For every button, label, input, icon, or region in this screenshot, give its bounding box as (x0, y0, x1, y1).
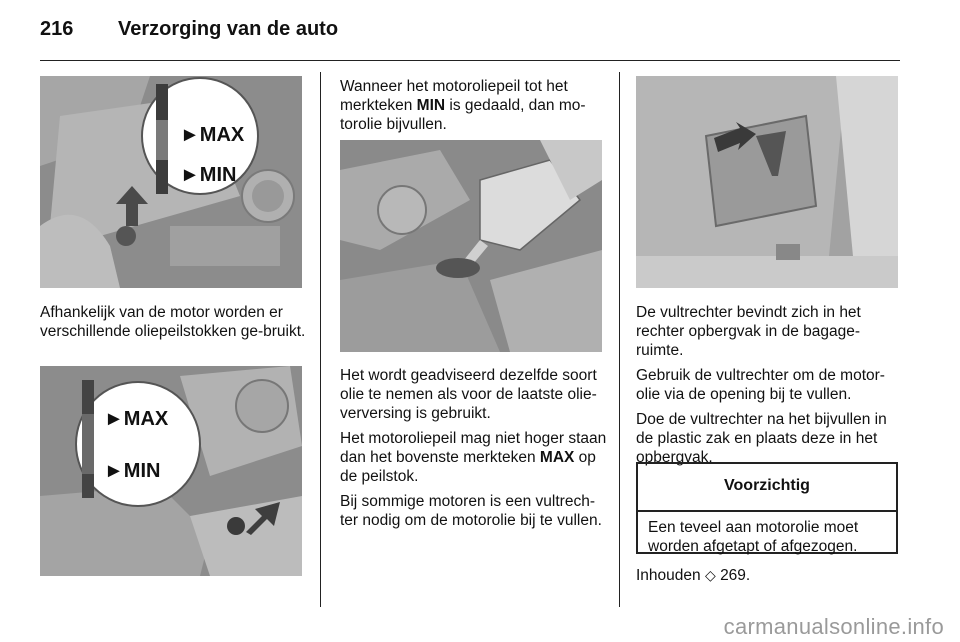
min-marker-icon: ► (180, 164, 200, 186)
dipstick-illustration-1 (40, 76, 302, 288)
arrow-right-icon: ◇ (704, 567, 716, 583)
header-rule (40, 60, 900, 61)
min-marker-icon: ► (104, 460, 124, 482)
caution-box (636, 462, 898, 554)
column-divider (619, 72, 620, 607)
capacities-reference[interactable] (636, 566, 904, 585)
max-label: MAX (123, 408, 169, 430)
oil-refill-intro: Wanneer het motoroliepeil tot het merkteken MIN is gedaald, dan mo-torolie bijvullen. (340, 78, 586, 133)
max-label: MAX (199, 124, 245, 146)
funnel-storage-paragraph: Doe de vultrechter na het bijvullen in de plastic zak en plaats deze in het opbergvak. (636, 411, 887, 466)
page-number: 216 (40, 18, 74, 40)
engine-dipstick-paragraph: Afhankelijk van de motor worden er verschillende oliepeilstokken ge-bruikt. (40, 304, 306, 340)
column-3-body (636, 303, 904, 473)
column-2-body (340, 366, 608, 536)
max-level-paragraph: Het motoroliepeil mag niet hoger staan dan het bovenste merkteken MAX op de peilstok. (340, 430, 607, 485)
page-title: Verzorging van de auto (118, 18, 339, 40)
min-label: MIN (123, 460, 161, 482)
caution-title: Voorzichtig (638, 464, 896, 512)
reference-label: Inhouden (636, 567, 701, 584)
oil-filling-illustration (340, 140, 602, 352)
reference-page: 269. (720, 567, 751, 584)
funnel-location-paragraph: De vultrechter bevindt zich in het rechter opbergvak in de bagage-ruimte. (636, 304, 861, 359)
watermark: carmanualsonline.info (723, 614, 944, 639)
column-divider (320, 72, 321, 607)
dipstick-illustration-2 (40, 366, 302, 576)
funnel-storage-illustration (636, 76, 898, 288)
min-label: MIN (199, 164, 237, 186)
funnel-use-paragraph: Gebruik de vultrechter om de motor-olie via de opening bij te vullen. (636, 367, 885, 403)
funnel-needed-paragraph: Bij sommige motoren is een vultrech-ter nodig om de motorolie bij te vullen. (340, 493, 602, 529)
caution-text: Een teveel aan motorolie moet worden afgetapt of afgezogen. (648, 519, 859, 555)
max-marker-icon: ► (180, 124, 200, 146)
oil-type-paragraph: Het wordt geadviseerd dezelfde soort olie te nemen als voor de laatste olie-verversing is gebruikt. (340, 367, 597, 422)
max-marker-icon: ► (104, 408, 124, 430)
